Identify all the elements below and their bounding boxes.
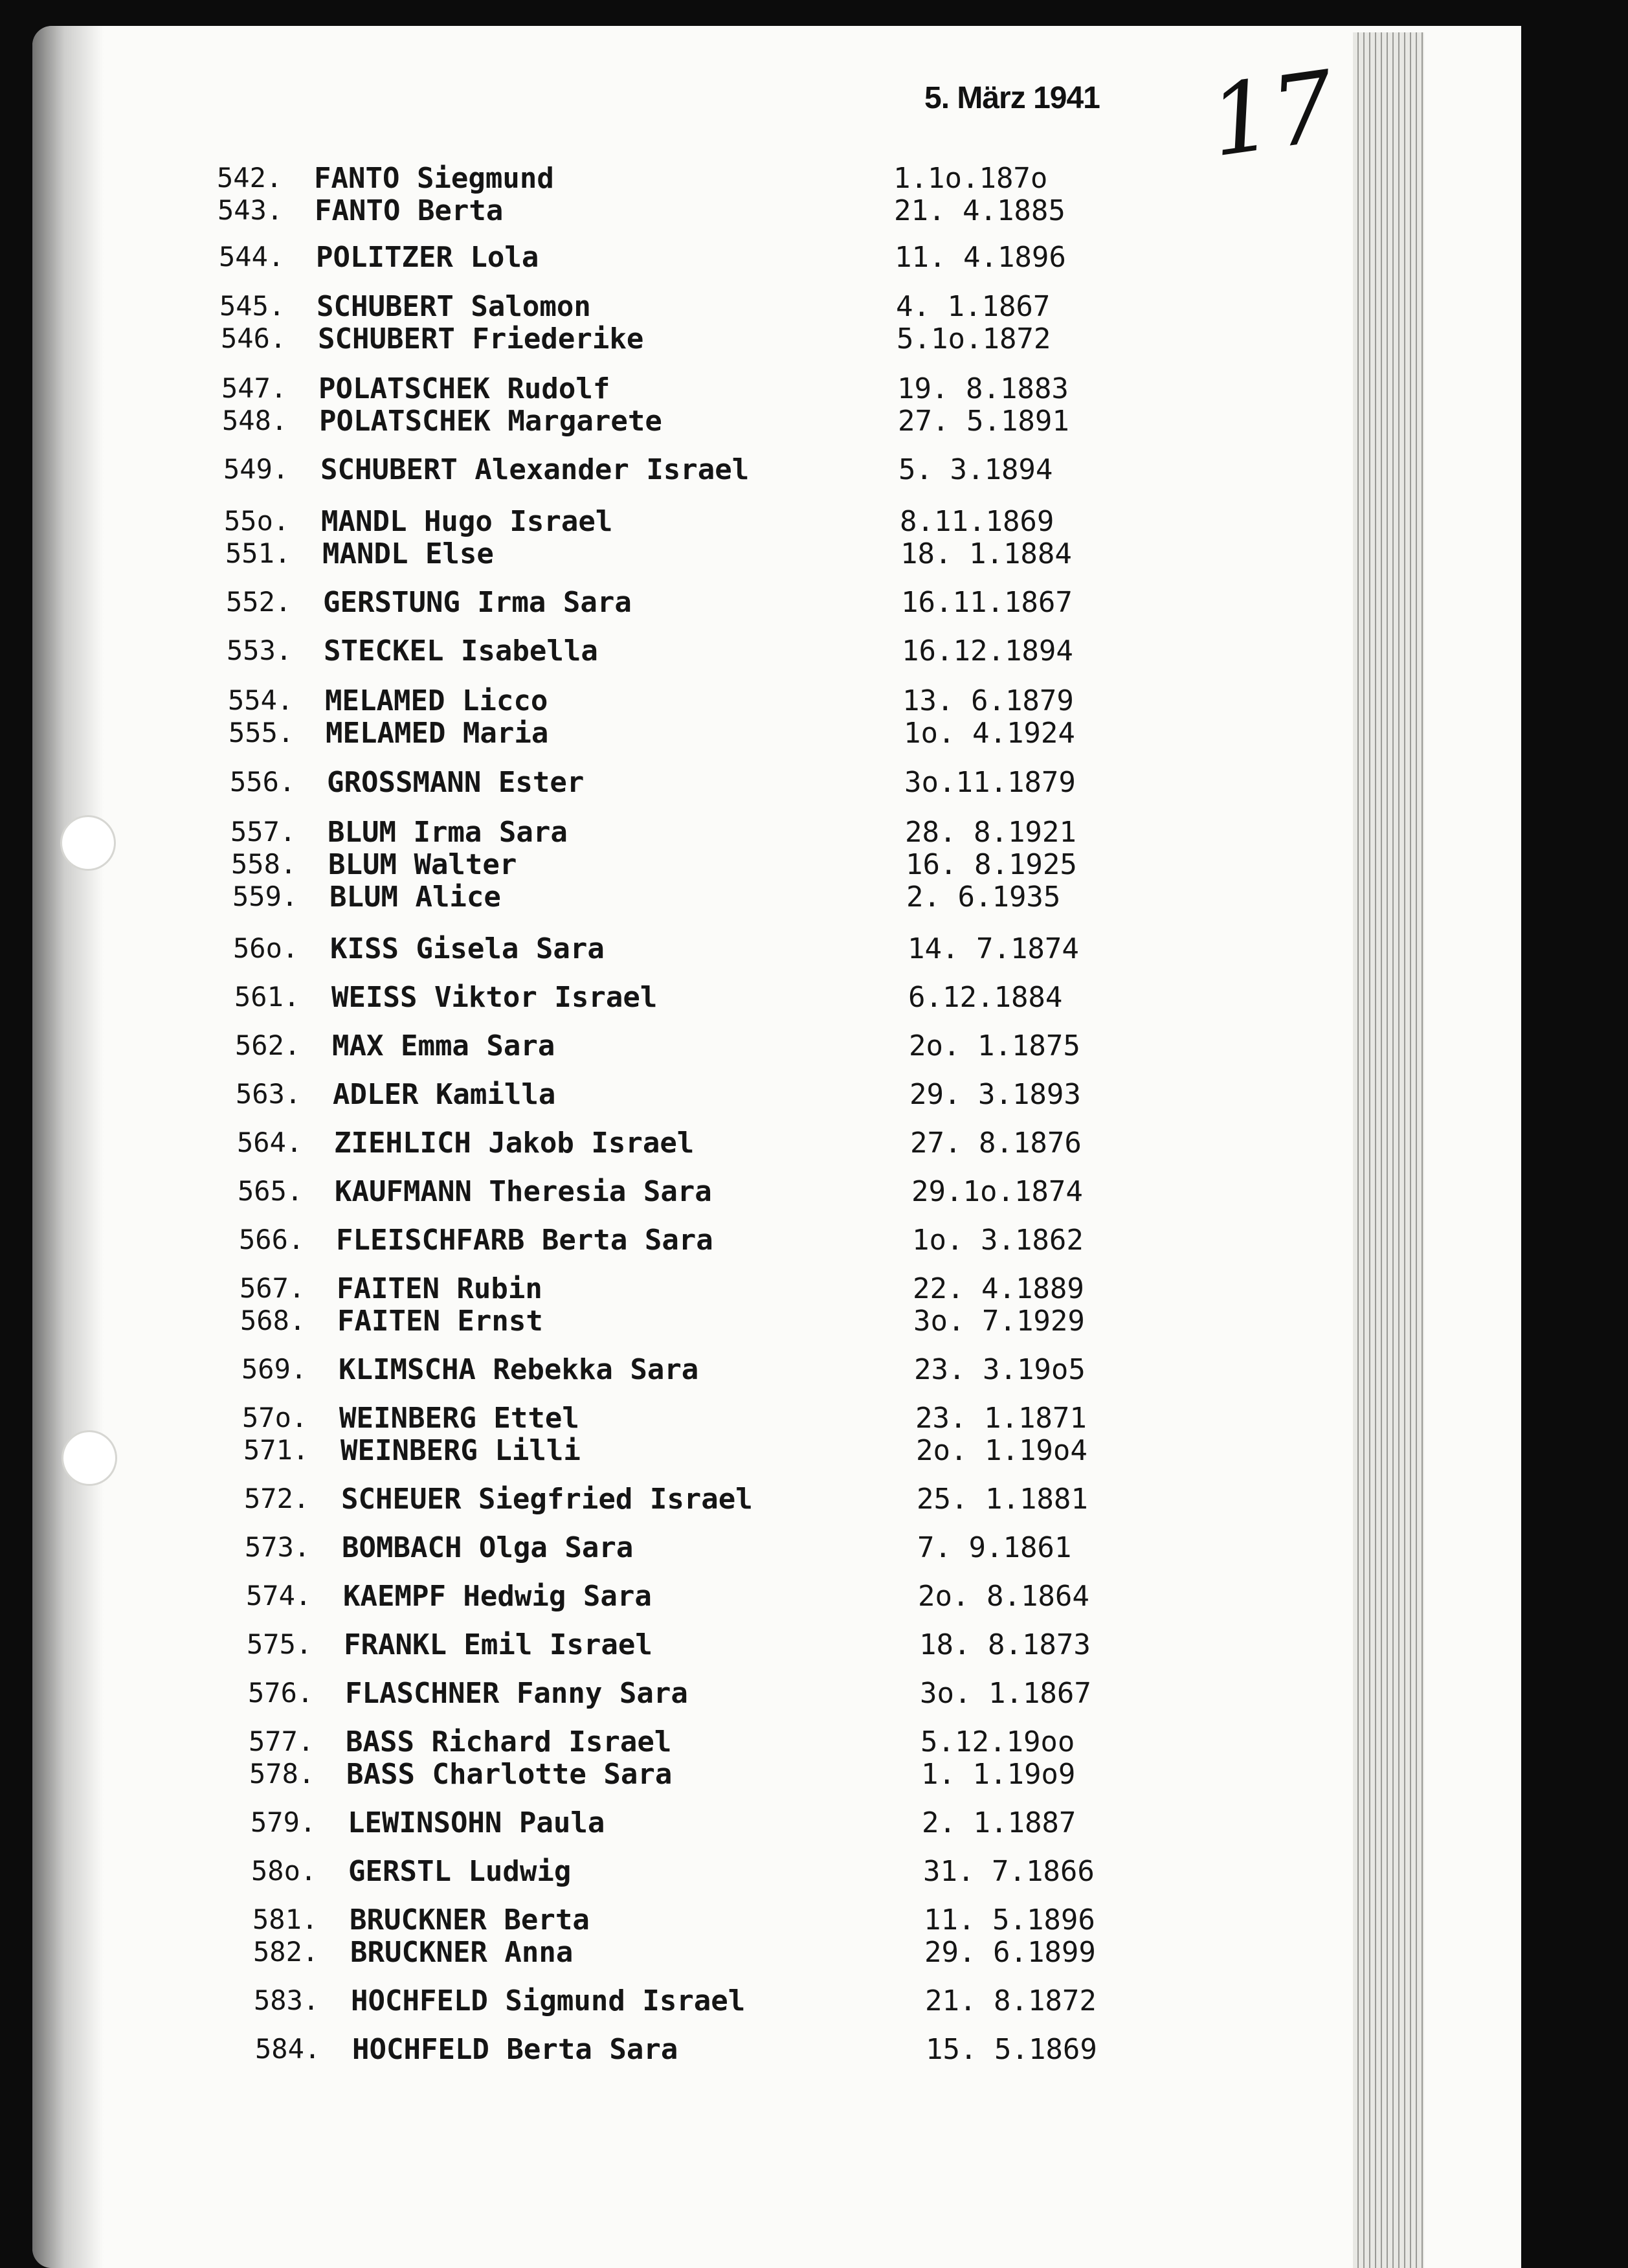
entry-birth-date: 16. 8.1925 [906, 848, 1077, 881]
entry-number: 546. [221, 322, 287, 354]
entry-number: 564. [237, 1127, 303, 1158]
entry-name: KLIMSCHA Rebekka Sara [339, 1353, 699, 1386]
entry-number: 548. [222, 405, 288, 436]
entry-birth-date: 2o. 1.1875 [909, 1029, 1080, 1062]
entry-name: HOCHFELD Berta Sara [352, 2033, 678, 2066]
entry-number: 549. [223, 453, 289, 485]
entry-number: 565. [238, 1175, 304, 1207]
entry-number: 579. [251, 1806, 317, 1838]
entry-number: 567. [240, 1272, 306, 1304]
entry-birth-date: 27. 8.1876 [910, 1127, 1082, 1160]
page-stack-edge [1353, 32, 1424, 2268]
entry-birth-date: 16.12.1894 [902, 634, 1073, 668]
entry-number: 555. [229, 717, 295, 748]
entry-name: SCHUBERT Alexander Israel [320, 453, 750, 486]
entry-name: GROSSMANN Ester [327, 766, 585, 799]
entry-name: POLITZER Lola [316, 241, 539, 274]
entry-number: 547. [221, 372, 287, 404]
entry-number: 544. [219, 241, 285, 273]
entry-number: 562. [235, 1029, 301, 1061]
entry-birth-date: 29. 3.1893 [909, 1078, 1081, 1111]
entry-name: WEISS Viktor Israel [331, 981, 658, 1014]
entry-name: POLATSCHEK Rudolf [318, 372, 610, 405]
entry-name: BRUCKNER Anna [350, 1936, 574, 1969]
entry-number: 578. [249, 1758, 315, 1790]
entry-name: FLASCHNER Fanny Sara [345, 1677, 688, 1710]
entry-number: 571. [243, 1434, 309, 1466]
entry-birth-date: 2. 6.1935 [906, 881, 1061, 914]
entry-name: LEWINSOHN Paula [348, 1806, 605, 1839]
entry-birth-date: 1.1o.187o [893, 162, 1048, 195]
entry-number: 554. [228, 684, 294, 716]
entry-birth-date: 21. 8.1872 [925, 1984, 1097, 2017]
entry-name: WEINBERG Lilli [340, 1434, 581, 1467]
entry-birth-date: 6.12.1884 [908, 981, 1063, 1014]
date-stamp: 5. März 1941 [924, 81, 1100, 115]
entry-birth-date: 23. 1.1871 [915, 1402, 1087, 1435]
entry-number: 577. [249, 1725, 315, 1757]
entry-number: 557. [230, 816, 296, 848]
entry-name: SCHUBERT Friederike [318, 322, 644, 355]
entry-name: BOMBACH Olga Sara [342, 1531, 634, 1564]
entry-name: FRANKL Emil Israel [344, 1628, 652, 1661]
entry-number: 551. [225, 537, 291, 569]
entry-number: 584. [255, 2033, 321, 2065]
entry-number: 545. [219, 290, 285, 322]
entry-name: STECKEL Isabella [324, 634, 598, 668]
entry-number: 56o. [233, 932, 299, 964]
entry-number: 561. [234, 981, 300, 1013]
entry-name: GERSTUNG Irma Sara [323, 586, 632, 619]
entry-name: MELAMED Maria [326, 717, 549, 750]
entry-number: 556. [230, 766, 296, 798]
entry-number: 58o. [251, 1855, 317, 1887]
entry-birth-date: 18. 8.1873 [919, 1628, 1091, 1661]
entry-birth-date: 28. 8.1921 [905, 816, 1076, 849]
entry-name: POLATSCHEK Margarete [319, 405, 662, 438]
entry-birth-date: 8.11.1869 [900, 505, 1054, 538]
entry-number: 582. [253, 1936, 319, 1968]
entry-birth-date: 1o. 4.1924 [904, 717, 1075, 750]
entry-number: 583. [254, 1984, 320, 2016]
entry-birth-date: 29. 6.1899 [924, 1936, 1096, 1969]
entry-birth-date: 5. 3.1894 [898, 453, 1053, 486]
entry-name: BRUCKNER Berta [350, 1903, 590, 1937]
entry-name: SCHEUER Siegfried Israel [341, 1483, 753, 1516]
entry-birth-date: 3o. 7.1929 [913, 1305, 1085, 1338]
entry-number: 568. [240, 1305, 306, 1336]
entry-name: MAX Emma Sara [332, 1029, 555, 1062]
entry-name: KAEMPF Hedwig Sara [343, 1580, 652, 1613]
entry-name: MANDL Else [322, 537, 494, 570]
entry-name: FANTO Siegmund [314, 162, 554, 195]
entry-name: BLUM Irma Sara [328, 816, 568, 849]
entry-number: 558. [231, 848, 297, 880]
entry-birth-date: 23. 3.19o5 [914, 1353, 1086, 1386]
entry-name: BASS Charlotte Sara [346, 1758, 673, 1791]
entry-birth-date: 14. 7.1874 [908, 932, 1079, 965]
entry-birth-date: 16.11.1867 [901, 586, 1073, 619]
entry-name: WEINBERG Ettel [339, 1402, 579, 1435]
entry-number: 575. [247, 1628, 313, 1660]
entry-number: 563. [236, 1078, 302, 1110]
entry-name: MANDL Hugo Israel [321, 505, 613, 538]
punch-hole-lower [63, 1432, 115, 1484]
entry-number: 566. [239, 1224, 305, 1255]
entry-name: FAITEN Rubin [337, 1272, 542, 1305]
entry-birth-date: 18. 1.1884 [900, 537, 1072, 570]
entry-birth-date: 29.1o.1874 [911, 1175, 1083, 1208]
document-page [32, 26, 1521, 2268]
entry-name: GERSTL Ludwig [348, 1855, 572, 1888]
entry-number: 581. [252, 1903, 318, 1935]
entry-name: FLEISCHFARB Berta Sara [336, 1224, 713, 1257]
entry-birth-date: 3o.11.1879 [904, 766, 1076, 799]
entry-birth-date: 2o. 8.1864 [918, 1580, 1089, 1613]
entry-number: 576. [248, 1677, 314, 1709]
entry-name: HOCHFELD Sigmund Israel [351, 1984, 746, 2017]
entry-birth-date: 1. 1.19o9 [921, 1758, 1076, 1791]
entry-birth-date: 11. 5.1896 [924, 1903, 1095, 1937]
entry-number: 572. [244, 1483, 310, 1514]
entry-birth-date: 25. 1.1881 [917, 1483, 1088, 1516]
entry-birth-date: 3o. 1.1867 [920, 1677, 1091, 1710]
entry-birth-date: 19. 8.1883 [897, 372, 1069, 405]
entry-number: 543. [217, 194, 284, 226]
entry-birth-date: 7. 9.1861 [917, 1531, 1072, 1564]
entry-name: KAUFMANN Theresia Sara [335, 1175, 712, 1208]
entry-birth-date: 5.1o.1872 [897, 322, 1051, 355]
entry-birth-date: 4. 1.1867 [896, 290, 1051, 323]
entry-name: SCHUBERT Salomon [317, 290, 591, 323]
entry-birth-date: 11. 4.1896 [895, 241, 1066, 274]
entry-number: 55o. [224, 505, 290, 537]
entry-number: 569. [241, 1353, 307, 1385]
entry-name: ADLER Kamilla [333, 1078, 556, 1111]
entry-name: BASS Richard Israel [346, 1725, 672, 1758]
entry-birth-date: 13. 6.1879 [902, 684, 1074, 717]
entry-birth-date: 15. 5.1869 [926, 2033, 1097, 2066]
entry-name: KISS Gisela Sara [330, 932, 605, 965]
entry-number: 542. [217, 162, 283, 194]
entry-birth-date: 27. 5.1891 [898, 405, 1069, 438]
entry-birth-date: 31. 7.1866 [923, 1855, 1095, 1888]
handwritten-page-number: 17 [1203, 50, 1342, 179]
entry-name: FAITEN Ernst [337, 1305, 543, 1338]
entry-name: MELAMED Licco [325, 684, 548, 717]
entry-number: 559. [232, 881, 298, 912]
entry-name: ZIEHLICH Jakob Israel [334, 1127, 695, 1160]
entry-number: 553. [227, 634, 293, 666]
entry-name: BLUM Alice [329, 881, 501, 914]
entry-name: BLUM Walter [328, 848, 517, 881]
entry-number: 574. [246, 1580, 312, 1611]
entry-birth-date: 22. 4.1889 [913, 1272, 1084, 1305]
entry-birth-date: 1o. 3.1862 [912, 1224, 1084, 1257]
entry-number: 57o. [242, 1402, 308, 1433]
entry-birth-date: 2o. 1.19o4 [916, 1434, 1087, 1467]
punch-hole-upper [62, 817, 114, 869]
entry-birth-date: 21. 4.1885 [894, 194, 1065, 227]
entry-birth-date: 5.12.19oo [920, 1725, 1075, 1758]
entry-name: FANTO Berta [315, 194, 504, 227]
entry-number: 552. [226, 586, 292, 618]
entry-number: 573. [245, 1531, 311, 1563]
entry-birth-date: 2. 1.1887 [922, 1806, 1076, 1839]
